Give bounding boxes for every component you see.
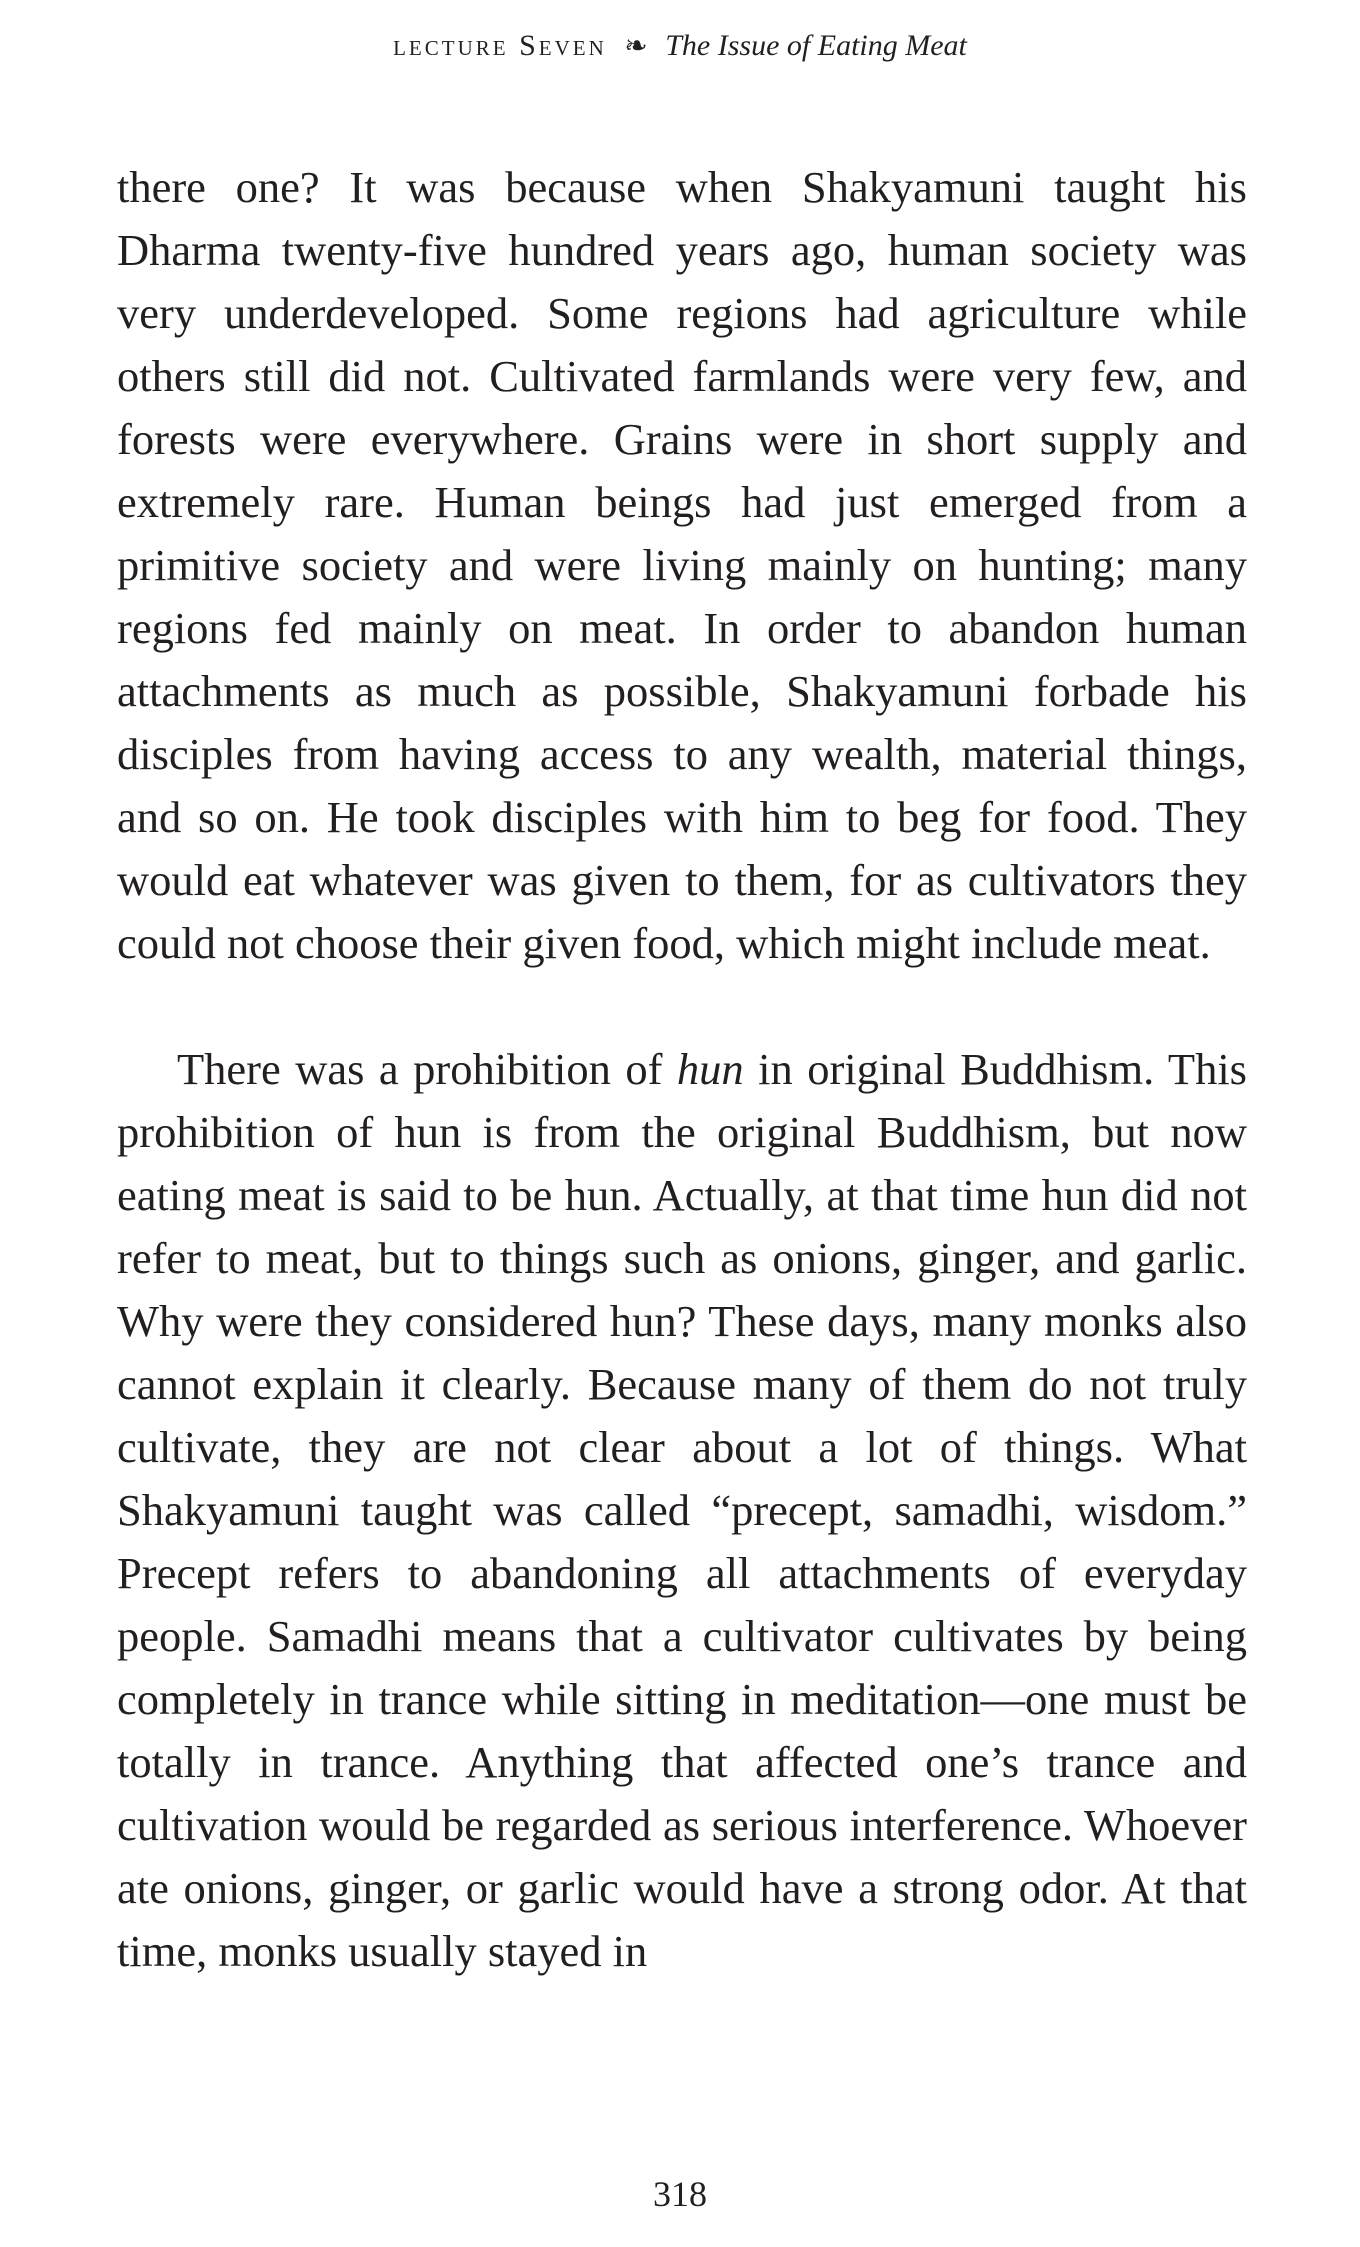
running-head-lecture: lecture Seven [393, 29, 607, 62]
paragraph-1: there one? It was because when Shakyamuni taught his Dharma twenty-five hundred years ago, human society was very underdeveloped. Some regions had agriculture while others still did not. Cultivated farmlands were very few, and forests were everywhere. Grains were in short supply and extremely rare. Human beings had just emerged from a primitive society and were living mainly on hunting; many regions fed mainly on meat. In order to abandon human attachments as much as possible, Shakyamuni forbade his disciples from having access to any wealth, material things, and so on. He took disciples with him to beg for food. They would eat whatever was given to them, for as cultivators they could not choose their given food, which might include meat. [117, 162, 1247, 968]
fleuron-icon: ❧ [624, 31, 648, 62]
body-text [117, 156, 1247, 1983]
running-head-title: The Issue of Eating Meat [665, 29, 967, 62]
term-hun: hun [676, 1044, 744, 1094]
paragraph-2-intro: There was a prohibition of [177, 1044, 677, 1094]
paragraph-2 [117, 1038, 1247, 1983]
running-head [0, 24, 1360, 69]
page-number: 318 [653, 2174, 707, 2214]
paragraph-2-body: in original Buddhism. This prohibition of hun is from the original Buddhism, but now eating meat is said to be hun. Actually, at that time hun did not refer to meat, but to things such as onions, ginger, and garlic. Why were they considered hun? These days, many monks also cannot explain it clearly. Because many of them do not truly cultivate, they are not clear about a lot of things. What Shakyamuni taught was called “precept, samadhi, wisdom.” Precept refers to abandoning all attachments of everyday people. Samadhi means that a cultivator cultivates by being completely in trance while sitting in meditation—one must be totally in trance. Anything that affected one’s trance and cultivation would be regarded as serious interference. Whoever ate onions, ginger, or garlic would have a strong odor. At that time, monks usually stayed in [117, 1044, 1247, 1976]
